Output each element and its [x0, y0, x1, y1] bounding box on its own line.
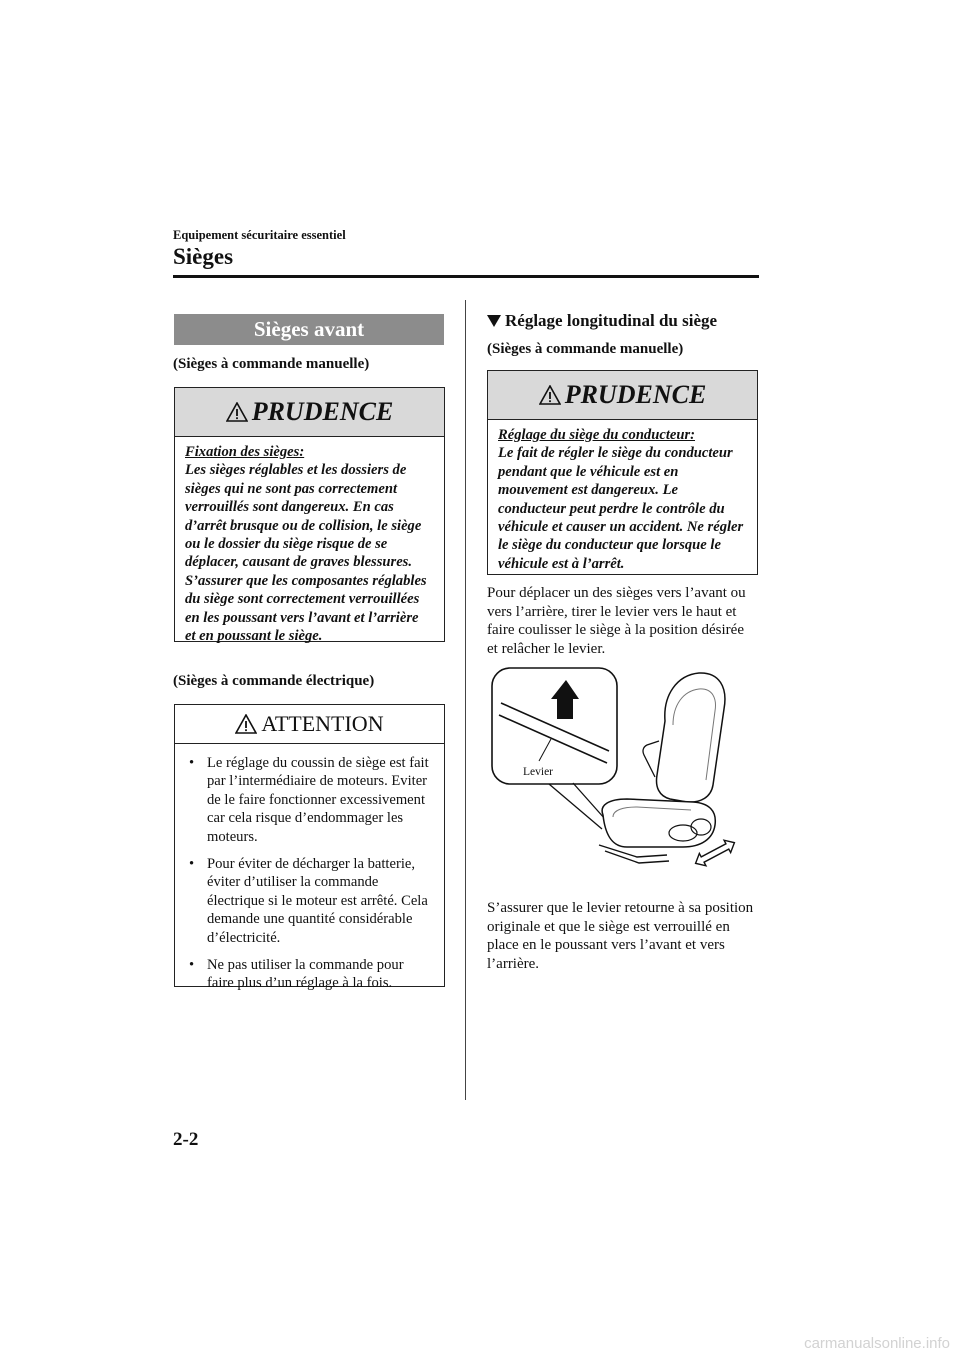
column-divider	[465, 300, 466, 1100]
prudence-header	[488, 371, 757, 420]
prudence-body	[488, 420, 757, 579]
bullet: •	[189, 856, 195, 873]
page-title: Sièges	[173, 244, 234, 269]
title-rule	[173, 275, 759, 278]
attention-box	[174, 704, 445, 992]
prudence-header	[175, 388, 444, 437]
section-heading-text: Réglage longitudinal du siège	[505, 311, 718, 330]
attention-list	[175, 744, 444, 1010]
manual-seats-label: (Sièges à commande manuelle)	[173, 356, 370, 372]
instruction-paragraph: Pour déplacer un des sièges vers l’avant ou vers l’arrière, tirer le levier vers le haut et faire coulisser le siège à la position désirée et relâcher le levier.	[487, 585, 746, 657]
warning-triangle-icon	[226, 402, 248, 422]
prudence-text: Les sièges réglables et les dossiers de sièges qui ne sont pas correctement verrouillés sont dangereux. En cas d’arrêt brusque ou de collision, le siège ou le dossier du siège risque de se déplacer, causant de graves blessures. S’assurer que les composantes réglables du siège sont correctement verrouillées en les poussant vers l’avant et l’arrière et en poussant le siège.	[185, 462, 427, 645]
prudence-heading: PRUDENCE	[251, 397, 394, 426]
list-item-text: Ne pas utiliser la commande pour faire plus d’un réglage à la fois.	[207, 957, 404, 992]
section-heading	[487, 311, 717, 331]
warning-triangle-icon	[539, 385, 561, 405]
list-item-text: Le réglage du coussin de siège est fait par l’intermédiaire de moteurs. Eviter de le faire fonctionner excessivement car cela risque d’endommager les moteurs.	[207, 755, 429, 845]
bullet: •	[189, 957, 195, 974]
prudence-subtitle: Réglage du siège du conducteur:	[498, 427, 696, 443]
attention-heading: ATTENTION	[261, 711, 384, 736]
prudence-text: Le fait de régler le siège du conducteur pendant que le véhicule est en mouvement est dangereux. Le conducteur peut perdre le contrôle du véhicule et causer un accident. Ne régler le siège du conducteur que lorsque le véhicule est à l’arrêt.	[498, 445, 744, 572]
prudence-box-left	[174, 387, 445, 645]
seat-lever-illustration	[487, 665, 749, 870]
prudence-box-right	[487, 370, 758, 575]
watermark: carmanualsonline.info	[804, 1335, 950, 1352]
list-item	[185, 754, 432, 846]
list-item	[185, 855, 432, 947]
list-item	[185, 956, 432, 993]
electric-seats-label: (Sièges à commande électrique)	[173, 673, 375, 689]
instruction-paragraph: S’assurer que le levier retourne à sa position originale et que le siège est verrouillé en place en le poussant vers l’avant et vers l’arrière.	[487, 900, 754, 972]
down-triangle-icon	[487, 315, 501, 327]
attention-header	[175, 705, 444, 744]
bullet: •	[189, 755, 195, 771]
prudence-body	[175, 437, 444, 651]
prudence-heading: PRUDENCE	[564, 380, 707, 409]
section-banner: Sièges avant	[174, 314, 444, 345]
manual-seats-label: (Sièges à commande manuelle)	[487, 341, 684, 357]
section-label: Equipement sécuritaire essentiel	[173, 228, 346, 242]
list-item-text: Pour éviter de décharger la batterie, éviter d’utiliser la commande électrique si le moteur est arrêté. Cela demande une quantité considérable d’électricité.	[207, 856, 428, 946]
lever-label: Levier	[523, 766, 554, 778]
page-number: 2-2	[173, 1129, 199, 1150]
warning-triangle-icon	[235, 714, 257, 734]
prudence-subtitle: Fixation des sièges:	[185, 444, 305, 460]
